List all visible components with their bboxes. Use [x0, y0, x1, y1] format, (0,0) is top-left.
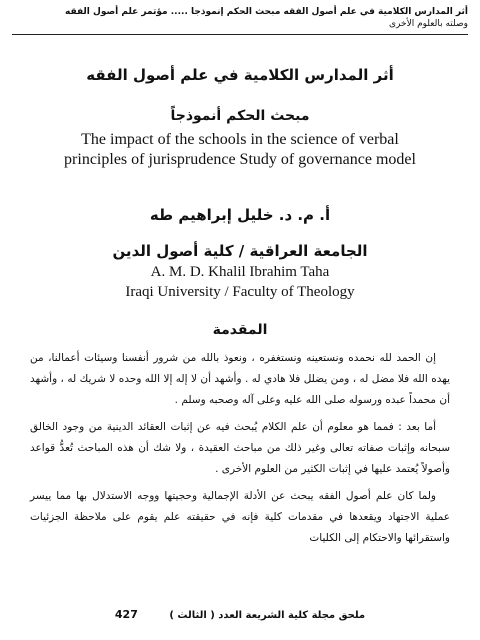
introduction-body [30, 348, 450, 555]
journal-name: ملحق مجلة كلية الشريعة العدد ( الثالث ) [169, 610, 366, 621]
page-footer [0, 608, 480, 621]
paper-title-arabic: أثر المدارس الكلامية في علم أصول الفقه [86, 66, 394, 84]
introduction-heading: المقدمة [212, 322, 268, 338]
page-number: 427 [114, 608, 138, 621]
paper-subtitle-arabic: مبحث الحكم أنموذجاً [170, 108, 310, 124]
running-header [12, 6, 468, 30]
author-name-english: A. M. D. Khalil Ibrahim Taha [150, 264, 330, 280]
running-header-line2: وصلته بالعلوم الأخرى [389, 19, 468, 29]
author-name-arabic: أ. م. د. خليل إبراهيم طه [149, 206, 331, 224]
body-paragraph: أما بعد : فمما هو معلوم أن علم الكلام يُبحث فيه عن إثبات العقائد الدينية من وجود الخالق سبحانه وإثبات صفاته تعالى وغير ذلك من مباحث العقيدة ، ولا شك أن هذه المباحث تُعدُّ قواعد وأصولاً يُعتمد عليها في إثبات الكثير من العلوم الأخرى . [30, 421, 450, 475]
affiliation-english: Iraqi University / Faculty of Theology [125, 284, 355, 300]
affiliation-arabic: الجامعة العراقية / كلية أصول الدين [112, 242, 368, 260]
running-header-line1: أثر المدارس الكلامية في علم أصول الفقه مبحث الحكم إنموذجا ..... مؤتمر علم أصول الفقه [65, 7, 468, 17]
header-divider [12, 34, 468, 35]
paper-title-english: The impact of the schools in the science of verbal principles of jurisprudence Study of governance model [64, 131, 416, 168]
body-paragraph: إن الحمد لله نحمده ونستعينه ونستغفره ، ونعوذ بالله من شرور أنفسنا وسيئات أعمالنا، من يهده الله فلا مضل له ، ومن يضلل فلا هادي له . وأشهد أن لا إله إلا الله وحده لا شريك له ، وأشهد أن محمداً عبده ورسوله صلى الله عليه وعلى آله وصحبه وسلم . [30, 352, 450, 406]
body-paragraph: ولما كان علم أصول الفقه يبحث عن الأدلة الإجمالية وحجيتها ووجه الاستدلال بها مما ييسر عملية الاجتهاد ويقعدها في مقدمات كلية فإنه في حقيقته علم يقوم على ملاحظة الجزئيات واستقرائها والاحتكام إلى الكليات [30, 490, 450, 544]
